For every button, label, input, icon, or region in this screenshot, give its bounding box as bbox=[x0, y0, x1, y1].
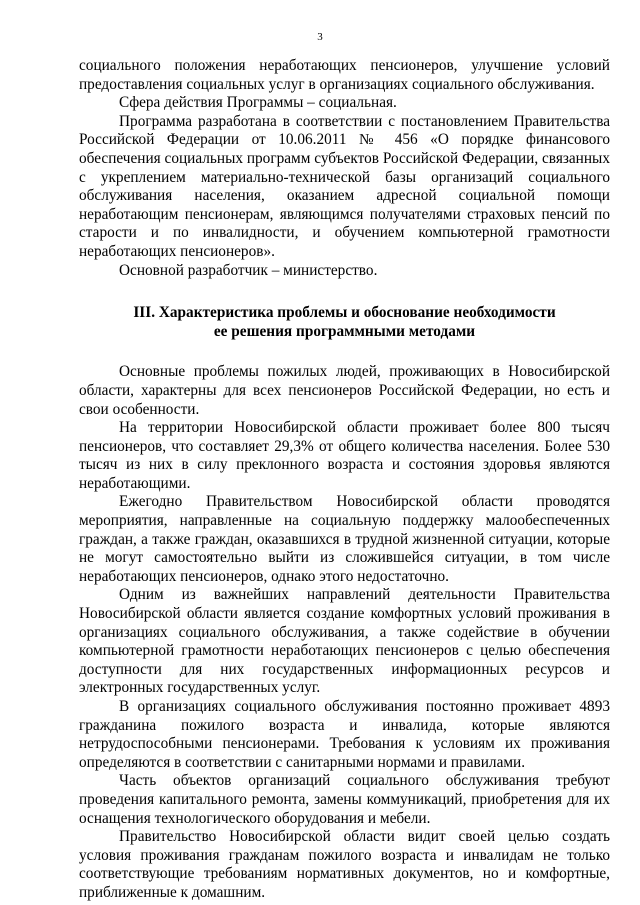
paragraph: Ежегодно Правительством Новосибирской области проводятся мероприятия, направленные на социальную поддержку малообеспеченных граждан, а также граждан, оказавшихся в трудной жизненной ситуации, которые не могут самостоятельно выйти из сложившейся ситуации, в том числе неработающих пенсионеров, однако этого недостаточно. bbox=[79, 493, 610, 585]
paragraph: Правительство Новосибирской области видит своей целью создать условия проживания гражданам пожилого возраста и инвалидам не только соответствующие требованиям нормативных документов, но и комфортные, приближенные к домашним. bbox=[79, 828, 610, 901]
paragraph: На территории Новосибирской области проживает более 800 тысяч пенсионеров, что составляет 29,3% от общего количества населения. Более 530 тысяч из них в силу преклонного возраста и состояния здоровья являются неработающими. bbox=[79, 419, 610, 492]
section-heading-line-2: ее решения программными методами bbox=[213, 322, 476, 340]
paragraph: Основные проблемы пожилых людей, проживающих в Новосибирской области, характерны для всех пенсионеров Российской Федерации, но есть и свои особенности. bbox=[79, 363, 610, 418]
paragraph: социального положения неработающих пенсионеров, улучшение условий предоставления социальных услуг в организациях социального обслуживания. bbox=[79, 57, 610, 93]
paragraph: В организациях социального обслуживания постоянно проживает 4893 гражданина пожилого возраста и инвалида, которые являются нетрудоспособными пенсионерами. Требования к условиям их проживания определяются в соответствии с санитарными нормами и правилами. bbox=[79, 698, 610, 771]
paragraph: Программа разработана в соответствии с постановлением Правительства Российской Федерации от 10.06.2011 № 456 «О порядке финансового обеспечения социальных программ субъектов Российской Федерации, связанных с укреплением материально-технической базы организаций социального обслуживания населения, оказанием адресной социальной помощи неработающим пенсионерам, являющимся получателями страховых пенсий по старости и по инвалидности, и обучением компьютерной грамотности неработающих пенсионеров». bbox=[79, 112, 610, 260]
section-heading bbox=[79, 304, 610, 341]
paragraph: Основной разработчик – министерство. bbox=[119, 261, 378, 279]
document-body bbox=[79, 57, 610, 903]
paragraph: Сфера действия Программы – социальная. bbox=[119, 94, 397, 112]
section-heading-line-1: III. Характеристика проблемы и обоснование необходимости bbox=[133, 304, 556, 322]
paragraph: Одним из важнейших направлений деятельности Правительства Новосибирской области является создание комфортных условий проживания в организациях социального обслуживания, а также содействие в обучении компьютерной грамотности неработающих пенсионеров с целью обеспечения доступности для них государственных информационных ресурсов и электронных государственных услуг. bbox=[79, 586, 610, 697]
page-number: 3 bbox=[317, 31, 323, 43]
paragraph: Часть объектов организаций социального обслуживания требуют проведения капитального ремонта, замены коммуникаций, приобретения для их оснащения технологического оборудования и мебели. bbox=[79, 772, 610, 827]
